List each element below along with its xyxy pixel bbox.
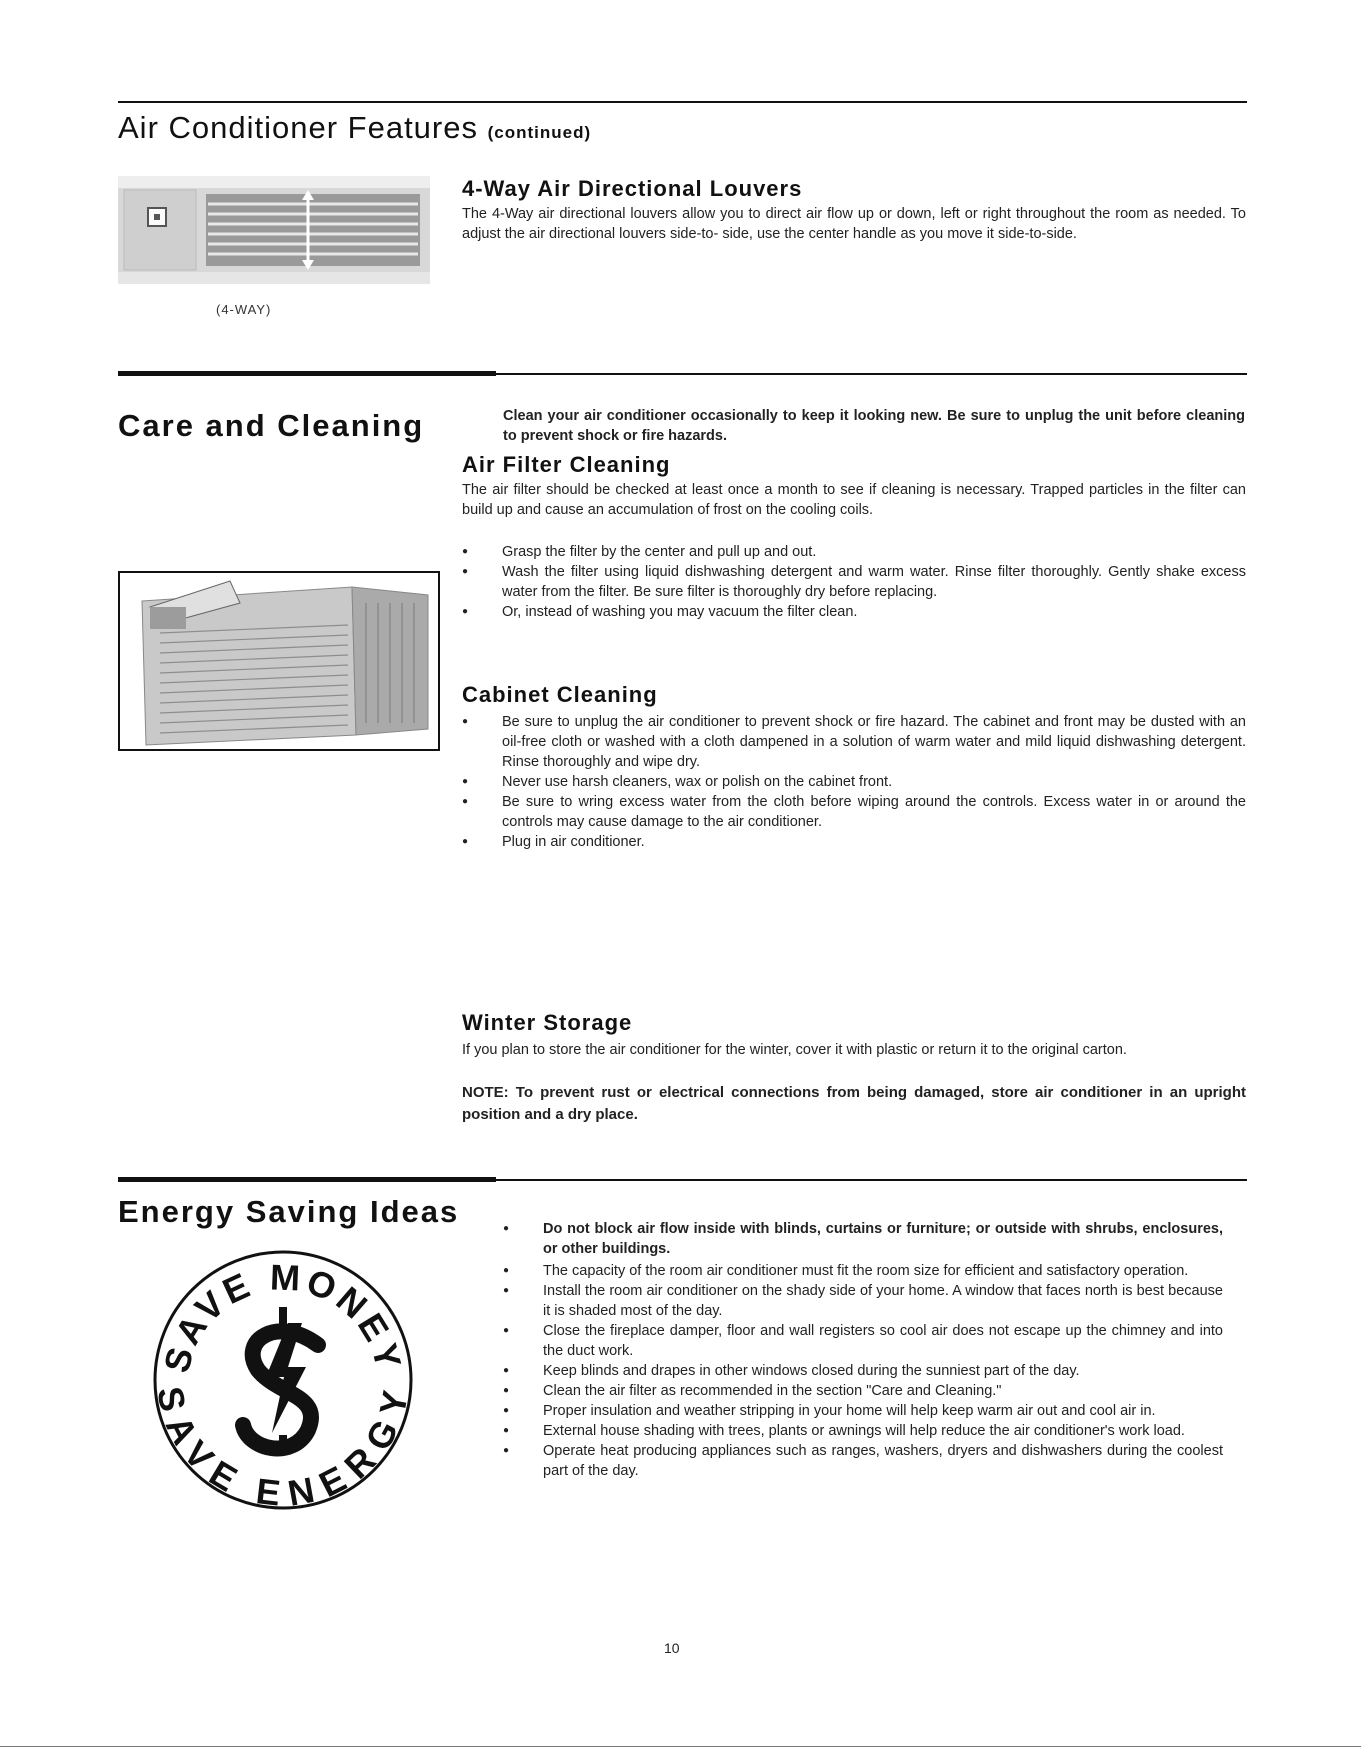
winter-heading: Winter Storage: [462, 1010, 633, 1035]
energy-bullets-bold: [503, 1219, 1223, 1259]
cabinet-heading: Cabinet Cleaning: [462, 682, 658, 707]
louvers-text: The 4-Way air directional louvers allow you to direct air flow up or down, left or right throughout the room as needed. To adjust the air directional louvers side-to- side, use the center handle as you move it side-to-side.: [462, 206, 1246, 242]
winter-note: NOTE: To prevent rust or electrical connections from being damaged, store air conditioner in an upright position and a dry place.: [462, 1084, 1246, 1123]
filter-image: [118, 571, 440, 751]
features-title: [118, 110, 591, 146]
energy-bullet: ● Do not block air flow inside with blinds, curtains or furniture; or outside with shrubs, enclosures, or other buildings.: [503, 1219, 1223, 1259]
cabinet-bullet: ● Be sure to unplug the air conditioner to prevent shock or fire hazard. The cabinet and front may be dusted with an oil-free cloth or washed with a cloth dampened in a solution of warm water and mild liquid dishwashing detergent. Rinse thoroughly and wipe dry.: [462, 712, 1246, 772]
filter-bullet: ● Wash the filter using liquid dishwashing detergent and warm water. Rinse filter thoroughly. Gently shake excess water from the filter. Be sure filter is thoroughly dry before replacing.: [462, 562, 1246, 602]
ac-unit-illustration: [120, 573, 438, 749]
filter-bullets: [462, 542, 1246, 622]
cabinet-bullet: ● Plug in air conditioner.: [462, 832, 1246, 852]
page-number: 10: [664, 1640, 680, 1656]
louver-illustration: [118, 176, 430, 284]
energy-bullet: ● Install the room air conditioner on the shady side of your home. A window that faces north is best because it is shaded most of the day.: [503, 1281, 1223, 1321]
energy-bullet: ● Close the fireplace damper, floor and wall registers so cool air does not escape up the chimney and into the duct work.: [503, 1321, 1223, 1361]
features-title-text: Air Conditioner Features: [118, 110, 478, 145]
louvers-heading: 4-Way Air Directional Louvers: [462, 176, 803, 201]
care-rule-thick: [118, 371, 496, 376]
energy-rule-thick: [118, 1177, 496, 1182]
cabinet-bullet: ● Be sure to wring excess water from the cloth before wiping around the controls. Excess water in or around the controls may cause damage to the air conditioner.: [462, 792, 1246, 832]
energy-bullet: ● Keep blinds and drapes in other windows closed during the sunniest part of the day.: [503, 1361, 1223, 1381]
bottom-rule: [0, 1746, 1361, 1747]
louver-image: [118, 176, 430, 284]
filter-heading: Air Filter Cleaning: [462, 452, 671, 477]
top-rule: [118, 101, 1247, 103]
filter-text: The air filter should be checked at least once a month to see if cleaning is necessary. Trapped particles in the filter can build up and cause an accumulation of frost on the cooling coils.: [462, 482, 1246, 518]
features-title-suffix: (continued): [487, 123, 592, 142]
badge-top-text: SAVE MONEY: [155, 1256, 411, 1377]
energy-bullet: ● External house shading with trees, plants or awnings will help reduce the air conditioner's work load.: [503, 1421, 1223, 1441]
winter-text: If you plan to store the air conditioner for the winter, cover it with plastic or return it to the original carton.: [462, 1042, 1127, 1058]
save-badge: [148, 1245, 418, 1515]
energy-bullet: ● Proper insulation and weather stripping in your home will help keep warm air out and cool air in.: [503, 1401, 1223, 1421]
energy-rule-thin: [496, 1179, 1247, 1181]
filter-bullet: ● Grasp the filter by the center and pull up and out.: [462, 542, 1246, 562]
energy-bullet: ● Clean the air filter as recommended in the section "Care and Cleaning.": [503, 1381, 1223, 1401]
louver-caption: (4-WAY): [216, 302, 272, 317]
energy-title: Energy Saving Ideas: [118, 1194, 460, 1229]
badge-bottom-text: SAVE ENERGY: [149, 1383, 417, 1515]
energy-bullet: ● The capacity of the room air conditioner must fit the room size for efficient and satisfactory operation.: [503, 1261, 1223, 1281]
energy-bullets: [503, 1261, 1223, 1481]
care-rule-thin: [496, 373, 1247, 375]
care-intro: Clean your air conditioner occasionally to keep it looking new. Be sure to unplug the unit before cleaning to prevent shock or fire hazards.: [503, 408, 1245, 444]
energy-bullet: ● Operate heat producing appliances such as ranges, washers, dryers and dishwashers during the coolest part of the day.: [503, 1441, 1223, 1481]
save-money-energy-badge: [148, 1245, 418, 1515]
care-title: Care and Cleaning: [118, 408, 425, 443]
cabinet-bullet: ● Never use harsh cleaners, wax or polish on the cabinet front.: [462, 772, 1246, 792]
cabinet-bullets: [462, 712, 1246, 852]
filter-bullet: ● Or, instead of washing you may vacuum the filter clean.: [462, 602, 1246, 622]
